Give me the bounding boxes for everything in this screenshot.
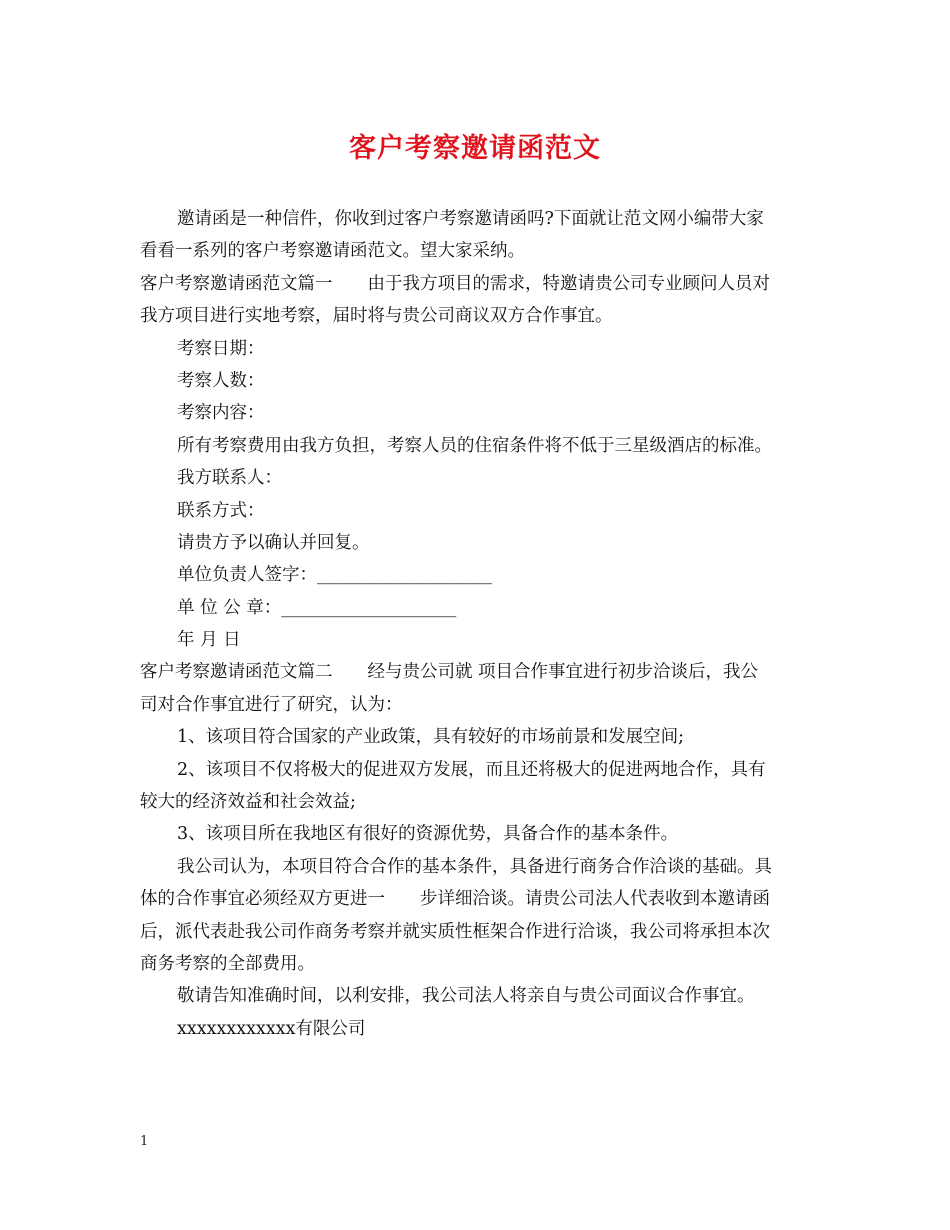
list-item: 2、该项目不仅将极大的促进双方发展，而且还将极大的促进两地合作，具有 [177, 759, 766, 780]
list-item-continued: 较大的经济效益和社会效益; [140, 792, 356, 813]
date-line: 年 月 日 [177, 630, 241, 651]
document-body [140, 203, 812, 1045]
body-line: 客户考察邀请函范文篇一 由于我方项目的需求，特邀请贵公司专业顾问人员对 [140, 273, 770, 294]
body-line: 邀请函是一种信件，你收到过客户考察邀请函吗?下面就让范文网小编带大家 [177, 209, 764, 229]
field-inspection-count: 考察人数： [177, 370, 265, 391]
list-item: 3、该项目所在我地区有很好的资源优势，具备合作的基本条件。 [177, 824, 679, 845]
body-line: 司对合作事宜进行了研究，认为： [140, 694, 403, 715]
body-line: 我方项目进行实地考察，届时将与贵公司商议双方合作事宜。 [140, 306, 613, 327]
body-line: 请贵方予以确认并回复。 [177, 532, 370, 553]
body-line: 看看一系列的客户考察邀请函范文。望大家采纳。 [140, 241, 525, 262]
body-line: 体的合作事宜必须经双方更进一 步详细洽谈。请贵公司法人代表收到本邀请函 [140, 889, 770, 910]
body-line: 敬请告知准确时间，以利安排，我公司法人将亲自与贵公司面议合作事宜。 [177, 986, 755, 1007]
field-contact-method: 联系方式： [177, 500, 265, 521]
body-line: 后，派代表赴我公司作商务考察并就实质性框架合作进行洽谈，我公司将承担本次 [140, 921, 770, 942]
field-inspection-content: 考察内容： [177, 403, 265, 424]
body-line: 所有考察费用由我方负担，考察人员的住宿条件将不低于三星级酒店的标准。 [177, 435, 772, 456]
company-signature: xxxxxxxxxxxx有限公司 [177, 1018, 366, 1039]
seal-line: 单 位 公 章：____________________ [177, 597, 457, 618]
signature-line: 单位负责人签字：____________________ [177, 565, 492, 586]
list-item: 1、该项目符合国家的产业政策，具有较好的市场前景和发展空间; [177, 727, 685, 748]
field-inspection-date: 考察日期： [177, 338, 265, 359]
field-contact-person: 我方联系人： [177, 468, 282, 489]
body-line: 商务考察的全部费用。 [140, 953, 315, 974]
page-title: 客户考察邀请函范文 [349, 133, 601, 164]
page-number: 1 [140, 1134, 149, 1149]
body-line: 客户考察邀请函范文篇二 经与贵公司就 项目合作事宜进行初步洽谈后，我公 [140, 662, 759, 683]
body-line: 我公司认为，本项目符合合作的基本条件，具备进行商务合作洽谈的基础。具 [177, 856, 772, 877]
